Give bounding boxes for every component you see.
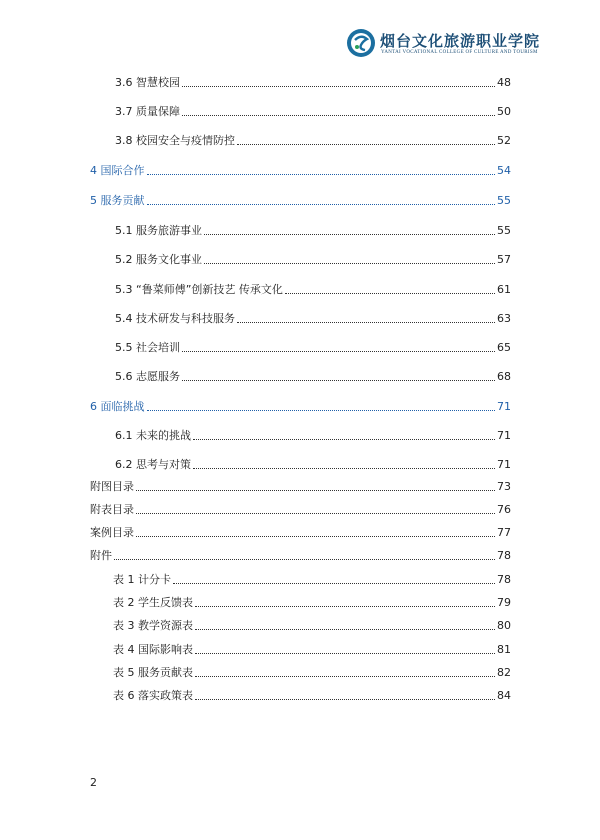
toc-entry-title: 6.2 思考与对策: [115, 458, 191, 471]
toc-table-entry[interactable]: [113, 641, 511, 657]
leader-dots: [237, 144, 495, 145]
toc-entry-title: 5.2 服务文化事业: [115, 253, 202, 266]
toc-table-entry[interactable]: [113, 664, 511, 680]
school-name-en: YANTAI VOCATIONAL COLLEGE OF CULTURE AND TOURISM: [381, 50, 538, 55]
toc-table-entry[interactable]: [113, 617, 511, 633]
leader-dots: [147, 204, 496, 205]
leader-dots: [195, 653, 495, 654]
toc-entry[interactable]: [115, 281, 511, 297]
toc-entry[interactable]: [115, 103, 511, 119]
toc-entry-page: 76: [497, 503, 511, 516]
toc-entry-page: 55: [497, 194, 511, 207]
leader-dots: [182, 380, 495, 381]
page-number: 2: [90, 776, 97, 789]
toc-entry-page: 48: [497, 76, 511, 89]
leader-dots: [193, 468, 495, 469]
leader-dots: [237, 322, 495, 323]
leader-dots: [147, 174, 496, 175]
leader-dots: [195, 676, 495, 677]
toc-entry-page: 80: [497, 619, 511, 632]
leader-dots: [182, 351, 495, 352]
leader-dots: [136, 490, 495, 491]
leader-dots: [204, 234, 495, 235]
toc-table-entry[interactable]: [113, 594, 511, 610]
leader-dots: [147, 410, 496, 411]
toc-entry-title: 6 面临挑战: [90, 400, 145, 413]
leader-dots: [195, 629, 495, 630]
toc-entry[interactable]: [115, 427, 511, 443]
toc-entry-page: 71: [497, 458, 511, 471]
leader-dots: [195, 606, 495, 607]
toc-entry-page: 82: [497, 666, 511, 679]
toc-entry-title: 表 4 国际影响表: [113, 643, 193, 656]
leader-dots: [136, 536, 495, 537]
toc-entry-page: 50: [497, 105, 511, 118]
leader-dots: [182, 86, 495, 87]
toc-entry-title: 表 6 落实政策表: [113, 689, 193, 702]
toc-entry-title: 表 1 计分卡: [113, 573, 171, 586]
leader-dots: [193, 439, 495, 440]
toc-entry[interactable]: [115, 74, 511, 90]
toc-entry-page: 73: [497, 480, 511, 493]
toc-entry[interactable]: [115, 456, 511, 472]
toc-entry-page: 55: [497, 224, 511, 237]
leader-dots: [285, 293, 495, 294]
toc-entry[interactable]: [90, 547, 511, 563]
toc-entry[interactable]: [115, 368, 511, 384]
toc-entry-page: 57: [497, 253, 511, 266]
leader-dots: [173, 583, 495, 584]
toc-entry-page: 78: [497, 573, 511, 586]
toc-entry-title: 3.8 校园安全与疫情防控: [115, 134, 235, 147]
toc-entry-title: 5 服务贡献: [90, 194, 145, 207]
toc-entry-page: 65: [497, 341, 511, 354]
college-logo-icon: [346, 28, 376, 58]
toc-entry-title: 5.4 技术研发与科技服务: [115, 312, 235, 325]
leader-dots: [136, 513, 495, 514]
toc-entry-title: 案例目录: [90, 526, 134, 539]
toc-chapter-entry[interactable]: [90, 398, 511, 414]
toc-entry-page: 71: [497, 429, 511, 442]
toc-entry-title: 表 5 服务贡献表: [113, 666, 193, 679]
toc-entry-title: 3.7 质量保障: [115, 105, 180, 118]
toc-entry-page: 78: [497, 549, 511, 562]
toc-entry-page: 84: [497, 689, 511, 702]
toc-entry-page: 63: [497, 312, 511, 325]
toc-entry-page: 81: [497, 643, 511, 656]
toc-entry-page: 52: [497, 134, 511, 147]
toc-entry-title: 4 国际合作: [90, 164, 145, 177]
toc-entry-title: 5.6 志愿服务: [115, 370, 180, 383]
toc-table-entry[interactable]: [113, 571, 511, 587]
toc-entry-page: 61: [497, 283, 511, 296]
page-header: [0, 0, 600, 66]
toc-chapter-entry[interactable]: [90, 192, 511, 208]
leader-dots: [182, 115, 495, 116]
toc-entry-title: 5.5 社会培训: [115, 341, 180, 354]
leader-dots: [204, 263, 495, 264]
toc-entry-title: 附表目录: [90, 503, 134, 516]
toc-entry-title: 3.6 智慧校园: [115, 76, 180, 89]
toc-entry-title: 5.1 服务旅游事业: [115, 224, 202, 237]
toc-entry[interactable]: [115, 310, 511, 326]
toc-entry[interactable]: [115, 251, 511, 267]
toc-entry-title: 附件: [90, 549, 112, 562]
toc-entry-page: 68: [497, 370, 511, 383]
toc-entry[interactable]: [90, 501, 511, 517]
toc-entry[interactable]: [90, 524, 511, 540]
toc-entry-title: 5.3 “鲁菜师傅”创新技艺 传承文化: [115, 283, 283, 296]
toc-entry[interactable]: [90, 478, 511, 494]
toc-table-entry[interactable]: [113, 687, 511, 703]
toc-entry-title: 6.1 未来的挑战: [115, 429, 191, 442]
toc-entry-page: 79: [497, 596, 511, 609]
toc-entry-title: 附图目录: [90, 480, 134, 493]
toc-entry[interactable]: [115, 222, 511, 238]
toc-chapter-entry[interactable]: [90, 162, 511, 178]
toc-entry-title: 表 2 学生反馈表: [113, 596, 193, 609]
toc-entry-page: 71: [497, 400, 511, 413]
toc-entry-page: 54: [497, 164, 511, 177]
toc-entry[interactable]: [115, 132, 511, 148]
school-name-cn: 烟台文化旅游职业学院: [380, 32, 541, 50]
toc-entry-title: 表 3 教学资源表: [113, 619, 193, 632]
toc-entry-page: 77: [497, 526, 511, 539]
leader-dots: [114, 559, 495, 560]
toc-entry[interactable]: [115, 339, 511, 355]
leader-dots: [195, 699, 495, 700]
